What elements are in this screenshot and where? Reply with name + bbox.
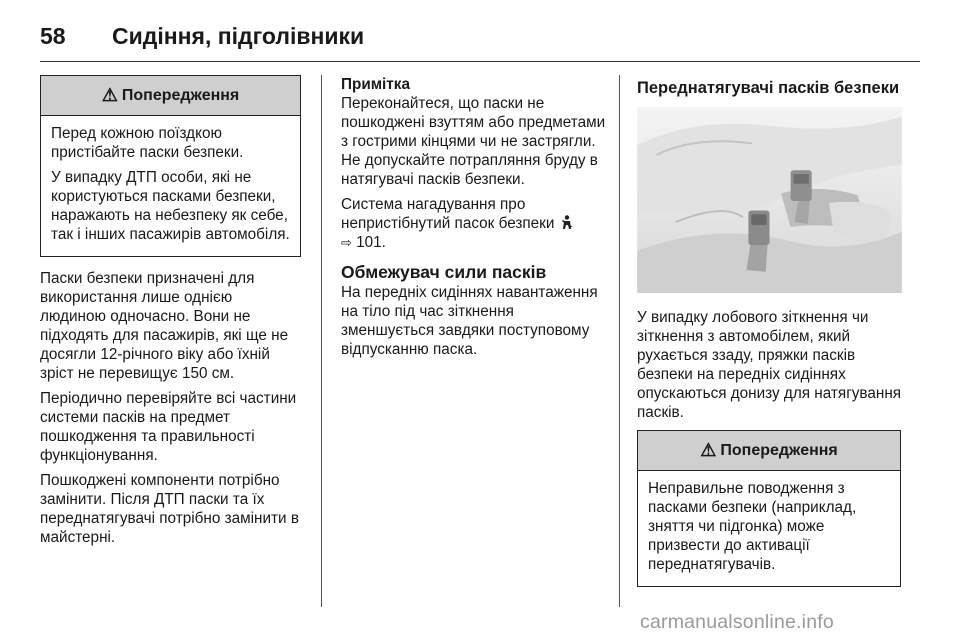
pretensioner-heading: Переднатягувачі пасків безпеки bbox=[637, 79, 900, 97]
column-divider bbox=[619, 75, 620, 607]
reference-arrow-icon: ⇨ bbox=[341, 235, 352, 250]
reminder-paragraph bbox=[341, 195, 607, 252]
seat-buckle-illustration bbox=[637, 107, 902, 293]
load-limiter-heading: Обмежувач сили пасків bbox=[341, 262, 547, 282]
note-text: Переконайтеся, що паски не пошкоджені взуттям або предметами з гострими кінцями чи не застрягли. Не допускайте потрапляння бруду в натягувачі пасків безпеки. bbox=[341, 95, 606, 188]
warning-box bbox=[637, 430, 901, 587]
load-limiter-text: На передніх сидіннях навантаження на тіло під час зіткнення зменшується завдяки поступовому відпусканню паска. bbox=[341, 284, 598, 358]
reminder-text: Система нагадування про непристібнутий пасок безпеки bbox=[341, 196, 555, 232]
middle-column bbox=[341, 75, 607, 365]
warning-paragraph: Перед кожною поїздкою пристібайте паски безпеки. bbox=[51, 125, 244, 161]
warning-header bbox=[638, 431, 900, 471]
reminder-page-ref[interactable]: 101. bbox=[356, 234, 386, 251]
page-header bbox=[40, 16, 364, 56]
warning-triangle-icon: ⚠ bbox=[101, 85, 118, 105]
watermark: carmanualsonline.info bbox=[640, 611, 834, 633]
warning-paragraph: Неправильне поводження з пасками безпеки (наприклад, зняття чи підгонка) може призвести до активації переднатягувачів. bbox=[648, 480, 857, 573]
warning-header bbox=[41, 76, 300, 116]
pretensioner-paragraph: У випадку лобового зіткнення чи зіткнення з автомобілем, який рухається ззаду, пряжки пасків безпеки на передніх сидіннях опускаються донизу для натягування пасків. bbox=[637, 309, 902, 421]
warning-triangle-icon: ⚠ bbox=[700, 440, 717, 460]
header-rule bbox=[40, 61, 920, 62]
warning-paragraph: У випадку ДТП особи, які не користуються пасками безпеки, наражають на небезпеку як себе, так і інших пасажирів автомобіля. bbox=[51, 169, 290, 243]
left-column bbox=[40, 75, 302, 553]
warning-title: Попередження bbox=[121, 86, 240, 104]
page-number: 58 bbox=[40, 22, 66, 49]
body-paragraph: Паски безпеки призначені для використання лише однією людиною одночасно. Вони не підходять для пасажирів, які ще не досягли 12-річного віку або їхній зріст не перевищує 150 см. bbox=[40, 270, 289, 382]
warning-box bbox=[40, 75, 301, 257]
body-paragraph: Періодично перевіряйте всі частини системи пасків на предмет пошкодження та правильності функціонування. bbox=[40, 390, 297, 464]
note-block bbox=[341, 75, 607, 189]
warning-body bbox=[638, 471, 900, 586]
chapter-title: Сидіння, підголівники bbox=[112, 22, 365, 49]
warning-title: Попередження bbox=[720, 441, 838, 459]
body-paragraph: Пошкоджені компоненти потрібно замінити. Після ДТП паски та їх переднатягувачі потрібно замінити в майстерні. bbox=[40, 472, 299, 546]
column-divider bbox=[321, 75, 322, 607]
seatbelt-icon bbox=[561, 215, 573, 231]
right-column bbox=[637, 75, 902, 599]
warning-body bbox=[41, 116, 300, 256]
note-title: Примітка bbox=[341, 76, 410, 93]
